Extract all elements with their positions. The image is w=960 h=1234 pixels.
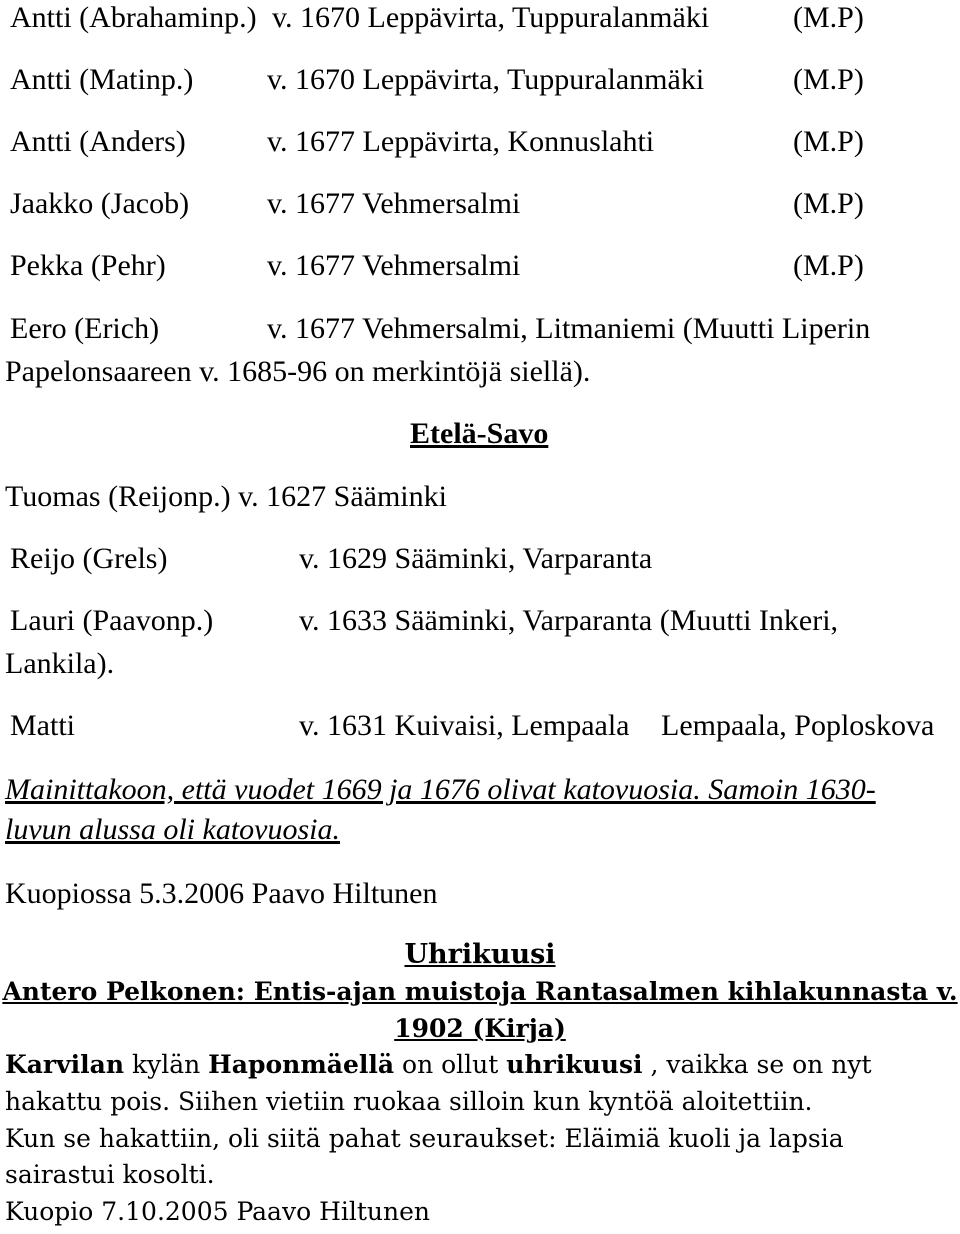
record-name: Antti (Anders) [10, 125, 186, 158]
record-name: Eero (Erich) [10, 312, 160, 345]
source-citation: 1902 (Kirja) [394, 1014, 566, 1043]
record-parish: (M.P) [793, 249, 864, 282]
record-parish: (M.P) [793, 125, 864, 158]
record-parish: (M.P) [793, 63, 864, 96]
uhrikuusi-title: Uhrikuusi [404, 939, 556, 970]
record-name: Antti (Abrahaminp.) [10, 1, 257, 34]
record-parish: (M.P) [793, 187, 864, 220]
record-year-place: v. 1629 Sääminki, Varparanta [299, 542, 653, 575]
record-name: Pekka (Pehr) [10, 249, 166, 282]
note-line: Mainittakoon, että vuodet 1669 ja 1676 olivat katovuosia. Samoin 1630- [5, 773, 876, 806]
record-year-place: v. 1677 Vehmersalmi [267, 249, 521, 282]
text-run: kylän [124, 1050, 209, 1079]
signature: Kuopiossa 5.3.2006 Paavo Hiltunen [5, 877, 438, 910]
record-year-place: v. 1677 Leppävirta, Konnuslahti [267, 125, 655, 158]
record-name: Lauri (Paavonp.) [10, 604, 214, 637]
record-year-place: v. 1677 Vehmersalmi [267, 187, 521, 220]
record-name: Jaakko (Jacob) [10, 187, 190, 220]
record-row [5, 479, 447, 515]
record-name: Tuomas (Reijonp.) [5, 480, 231, 513]
text-run: , vaikka se on nyt [642, 1050, 872, 1079]
place-name: Haponmäellä [208, 1050, 395, 1079]
record-year-place: v. 1677 Vehmersalmi, Litmaniemi (Muutti Liperin [267, 312, 871, 345]
source-citation: Antero Pelkonen: Entis-ajan muistoja Rantasalmen kihlakunnasta v. [2, 977, 958, 1006]
record-year-place: v. 1627 Sääminki [238, 480, 447, 513]
record-year-place: v. 1670 Leppävirta, Tuppuralanmäki [272, 1, 710, 34]
paragraph-line: Kun se hakattiin, oli siitä pahat seuraukset: Eläimiä kuoli ja lapsia [5, 1124, 844, 1153]
village-name: Karvilan [5, 1050, 124, 1079]
record-name: Reijo (Grels) [10, 542, 168, 575]
paragraph-line: sairastui kosolti. [5, 1160, 215, 1189]
record-continuation: Papelonsaareen v. 1685-96 on merkintöjä siellä). [5, 355, 591, 388]
record-year-place: v. 1631 Kuivaisi, Lempaala [299, 709, 630, 742]
record-parish: (M.P) [793, 1, 864, 34]
record-year-place: v. 1670 Leppävirta, Tuppuralanmäki [267, 63, 705, 96]
record-year-place: v. 1633 Sääminki, Varparanta (Muutti Inkeri, [299, 604, 839, 637]
signature: Kuopio 7.10.2005 Paavo Hiltunen [5, 1197, 431, 1226]
record-name: Antti (Matinp.) [10, 63, 194, 96]
paragraph-line: hakattu pois. Siihen vietiin ruokaa silloin kun kyntöä aloitettiin. [5, 1087, 813, 1116]
record-continuation: Lankila). [5, 647, 115, 680]
section-heading: Etelä-Savo [410, 417, 549, 450]
record-extra-place: Lempaala, Poploskova [661, 709, 935, 742]
record-name: Matti [10, 709, 75, 742]
note-line: luvun alussa oli katovuosia. [5, 813, 340, 846]
term: uhrikuusi [506, 1050, 643, 1079]
paragraph-line [5, 1050, 872, 1080]
text-run: on ollut [394, 1050, 507, 1079]
